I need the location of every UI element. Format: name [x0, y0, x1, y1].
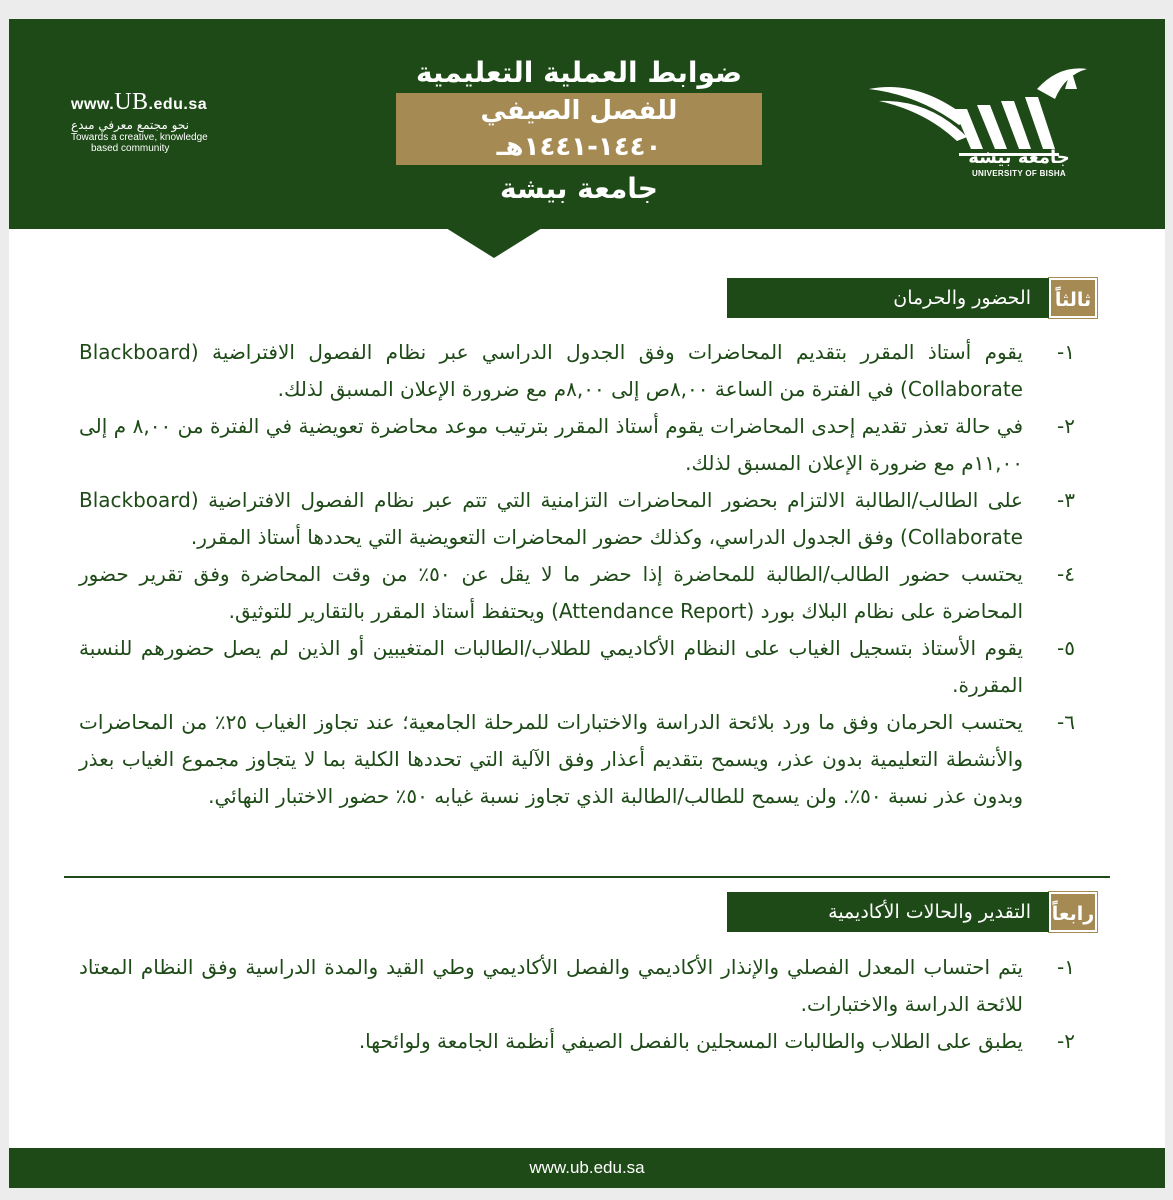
- slogan-english-line1: Towards a creative, knowledge: [71, 132, 208, 143]
- list-item: ٢- في حالة تعذر تقديم إحدى المحاضرات يقوم أستاذ المقرر بترتيب موعد محاضرة تعويضية في الفترة من ٨,٠٠ م إلى ١١,٠٠م مع ضرورة الإعلان المسبق لذلك.: [79, 414, 1075, 475]
- site-url-suffix: .edu.sa: [148, 96, 208, 113]
- list-item: ٤- يحتسب حضور الطالب/الطالبة للمحاضرة إذا حضر ما لا يقل عن ٥٠٪ من وقت المحاضرة وفق تقرير حضور المحاضرة على نظام البلاك بورد (Attendance Report) ويحتفظ أستاذ المقرر بالتقارير للتوثيق.: [79, 562, 1075, 623]
- ub-mark: UB: [114, 89, 149, 115]
- section4-number: رابعاً: [1049, 892, 1097, 932]
- list-item: ٦- يحتسب الحرمان وفق ما ورد بلائحة الدراسة والاختبارات للمرحلة الجامعية؛ عند تجاوز الغياب ٢٥٪ من المحاضرات والأنشطة التعليمية بدون عذر، ويسمح بتقديم أعذار وفق الآلية التي تحددها الكلية بما لا يتجاوز مجموع الغياب بعذر وبدون عذر نسبة ٥٠٪. ولن يسمح للطالب/الطالبة الذي تجاوز نسبة غيابه ٥٠٪ حضور الاختبار النهائي.: [79, 710, 1075, 808]
- section4-heading: [727, 892, 1097, 932]
- list-item: ١- يتم احتساب المعدل الفصلي والإنذار الأكاديمي والفصل الأكاديمي وطي القيد والمدة الدراسية وفق النظام المعتاد للائحة الدراسة والاختبارات.: [79, 955, 1075, 1016]
- slogan-arabic: نحو مجتمع معرفي مبدع: [71, 118, 189, 132]
- logo-english-name: UNIVERSITY OF BISHA: [971, 169, 1066, 178]
- document-card: [9, 19, 1165, 1188]
- title-line2: للفصل الصيفي ١٤٤٠-١٤٤١هـ: [396, 93, 762, 165]
- list-item: ٢- يطبق على الطلاب والطالبات المسجلين بالفصل الصيفي أنظمة الجامعة ولوائحها.: [358, 1029, 1075, 1053]
- header-banner: [9, 19, 1165, 229]
- footer-bar: [9, 1148, 1165, 1188]
- site-url-prefix: www.: [71, 96, 115, 113]
- header-notch: [446, 228, 542, 258]
- site-url[interactable]: [71, 89, 241, 116]
- section3-heading: [727, 278, 1097, 318]
- section4-title: التقدير والحالات الأكاديمية: [727, 892, 1049, 932]
- section3-list: [79, 334, 1079, 815]
- section3-title: الحضور والحرمان: [727, 278, 1049, 318]
- title-line3: جامعة بيشة: [500, 172, 658, 205]
- logo-arabic-name: جامعة بيشة: [968, 147, 1070, 168]
- list-item: ٣- على الطالب/الطالبة الالتزام بحضور المحاضرات التزامنية التي تتم عبر نظام الفصول الافتراضية (Blackboard Collaborate) وفق الجدول الدراسي، وكذلك حضور المحاضرات التعويضية التي يحددها أستاذ المقرر.: [79, 488, 1075, 549]
- section3-number: ثالثاً: [1049, 278, 1097, 318]
- footer-url[interactable]: www.ub.edu.sa: [529, 1158, 645, 1177]
- list-item: ٥- يقوم الأستاذ بتسجيل الغياب على النظام الأكاديمي للطلاب/الطالبات المتغيبين أو الذين لم يصل حضورهم للنسبة المقررة.: [79, 636, 1075, 697]
- list-item: ١- يقوم أستاذ المقرر بتقديم المحاضرات وفق الجدول الدراسي عبر نظام الفصول الافتراضية (Blackboard Collaborate) في الفترة من الساعة ٨,٠٠ص إلى ٨,٠٠م مع ضرورة الإعلان المسبق لذلك.: [79, 340, 1075, 401]
- section4-list: [79, 949, 1079, 1060]
- section-divider: [64, 876, 1110, 878]
- title-line1: ضوابط العملية التعليمية: [415, 56, 743, 89]
- title-block: [369, 53, 789, 211]
- site-block: [71, 89, 241, 154]
- slogan-english-line2: based community: [91, 143, 170, 154]
